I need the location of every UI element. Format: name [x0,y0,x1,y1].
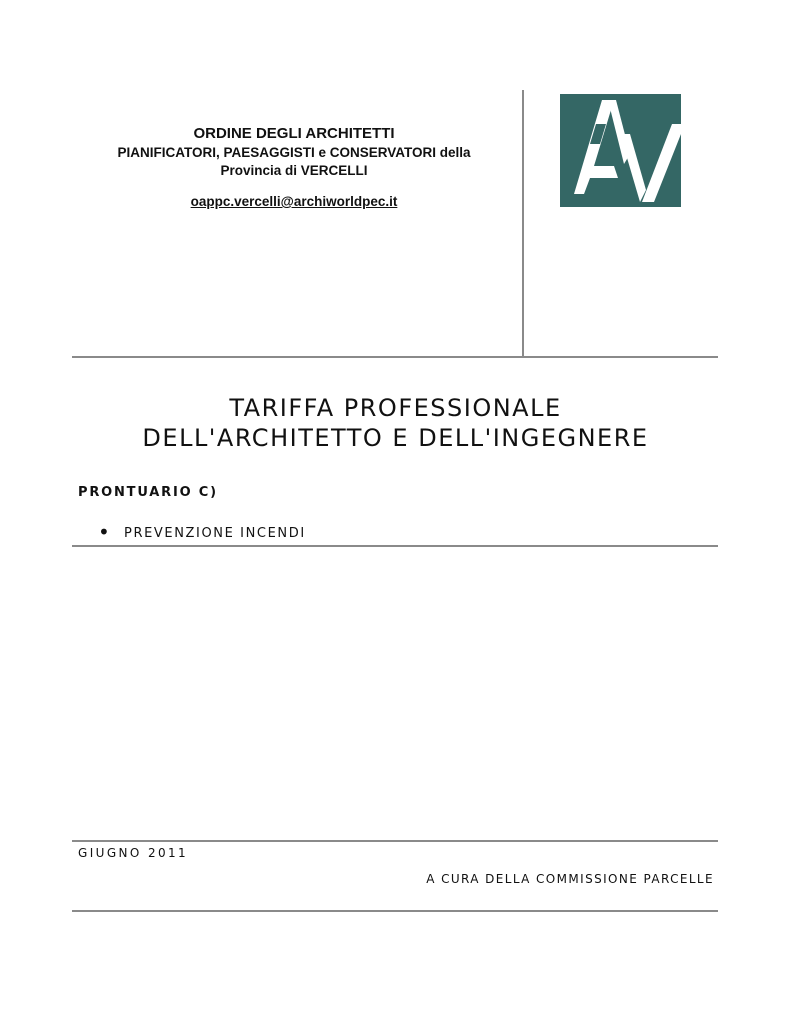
footer-credit: A CURA DELLA COMMISSIONE PARCELLE [426,872,714,886]
org-header [80,124,508,209]
title-line-2: DELL'ARCHITETTO E DELL'INGEGNERE [142,424,649,452]
footer-top-divider [72,840,718,842]
bullet-icon: • [98,520,110,544]
org-province: Provincia di VERCELLI [220,163,368,178]
footer-date: GIUGNO 2011 [78,846,189,860]
section-heading: PRONTUARIO C) [78,485,218,500]
section-divider [72,545,718,547]
av-monogram-logo [560,94,681,207]
footer-bottom-divider [72,910,718,912]
title-line-1: TARIFFA PROFESSIONALE [229,394,562,422]
org-name: ORDINE DEGLI ARCHITETTI [193,125,395,142]
org-email-link[interactable]: oappc.vercelli@archiworldpec.it [190,194,398,209]
header-vertical-divider [522,90,524,358]
header-divider [72,356,718,358]
org-subtitle: PIANIFICATORI, PAESAGGISTI e CONSERVATORI della [117,145,471,160]
bullet-item-text: PREVENZIONE INCENDI [124,526,306,541]
